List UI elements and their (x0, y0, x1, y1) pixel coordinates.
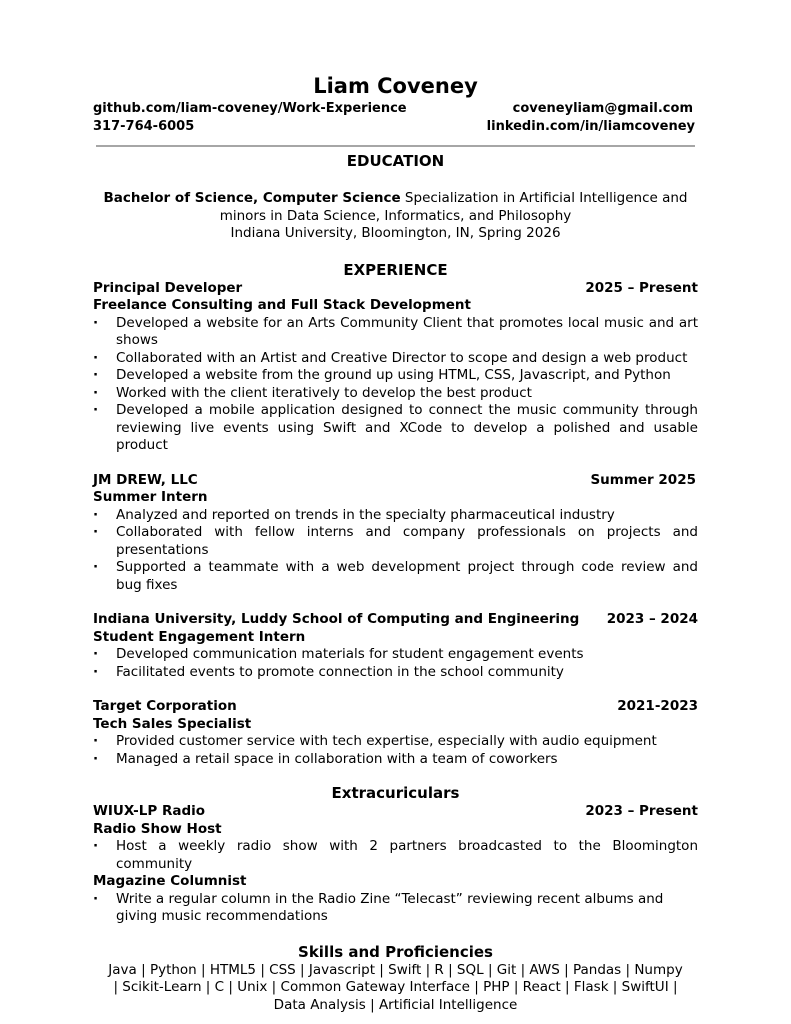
bullet-item: · Managed a retail space in collaboration with a team of coworkers (93, 751, 698, 769)
education-heading: EDUCATION (346, 152, 445, 170)
job-dates: Summer 2025 (590, 471, 696, 488)
extracurricular-dates: 2023 – Present (585, 803, 698, 819)
job-bullets (93, 733, 698, 768)
job-role: Summer Intern (93, 489, 208, 505)
bullet-item: · Collaborated with fellow interns and company professionals on projects and presentations (93, 524, 698, 559)
extracurricular-org: WIUX-LP Radio (93, 803, 206, 819)
bullet-item: · Collaborated with an Artist and Creative Director to scope and design a web product (93, 350, 698, 368)
bullet-item: · Write a regular column in the Radio Zine “Telecast” reviewing recent albums and giving music recommendations (93, 891, 698, 926)
experience-heading: EXPERIENCE (343, 260, 448, 279)
job-bullets (93, 646, 698, 681)
candidate-name: Liam Coveney (313, 74, 478, 98)
job-dates: 2023 – 2024 (606, 611, 698, 627)
degree-title: Bachelor of Science, Computer Science (103, 190, 401, 206)
bullet-item: · Host a weekly radio show with 2 partners broadcasted to the Bloomington community (93, 838, 698, 873)
job-header (93, 611, 698, 629)
bullet-item: · Developed a website for an Arts Community Client that promotes local music and art shows (93, 315, 698, 350)
extracurricular-role: Magazine Columnist (93, 873, 247, 889)
job-dates: 2021-2023 (617, 698, 698, 714)
job-bullets (93, 315, 698, 455)
school-line: Indiana University, Bloomington, IN, Spring 2026 (230, 225, 561, 241)
header-divider (96, 145, 695, 147)
bullet-item: · Worked with the client iteratively to develop the best product (93, 385, 698, 403)
education-section (93, 151, 698, 243)
extracurricular-header (93, 803, 698, 821)
job-header (93, 472, 698, 490)
job-entry (93, 280, 698, 455)
job-header (93, 280, 698, 298)
bullet-item: · Analyzed and reported on trends in the specialty pharmaceutical industry (93, 507, 698, 525)
resume-header (93, 72, 698, 147)
job-org: Indiana University, Luddy School of Computing and Engineering (93, 611, 580, 627)
contact-row-2 (93, 118, 698, 136)
job-org: Target Corporation (93, 698, 237, 714)
job-entry (93, 698, 698, 768)
job-entry (93, 611, 698, 681)
education-entry (93, 190, 698, 243)
job-bullets (93, 507, 698, 595)
resume-page (93, 72, 698, 1014)
job-role: Student Engagement Intern (93, 628, 306, 645)
degree-details: Specialization in Artificial Intelligence and minors in Data Science, Informatics, and Philosophy (219, 190, 688, 224)
contact-row-1 (93, 100, 698, 118)
bullet-item: · Provided customer service with tech expertise, especially with audio equipment (93, 733, 698, 751)
extracurricular-role: Radio Show Host (93, 820, 222, 837)
bullet-item: · Developed communication materials for student engagement events (93, 646, 698, 664)
extracurricular-bullets (93, 838, 698, 873)
job-org: Principal Developer (93, 279, 243, 296)
job-entry (93, 472, 698, 595)
bullet-item: · Supported a teammate with a web development project through code review and bug fixes (93, 559, 698, 594)
github-link[interactable]: github.com/liam-coveney/Work-Experience (93, 101, 407, 116)
bullet-item: · Facilitated events to promote connection in the school community (93, 664, 698, 682)
extracurriculars-heading: Extracuriculars (331, 784, 460, 802)
bullet-item: · Developed a mobile application designed to connect the music community through reviewing live events using Swift and XCode to develop a polished and usable product (93, 402, 698, 455)
skills-heading: Skills and Proficiencies (298, 942, 493, 961)
skills-section (93, 942, 698, 1015)
linkedin-link[interactable]: linkedin.com/in/liamcoveney (486, 119, 695, 134)
job-org: JM DREW, LLC (93, 471, 198, 488)
job-header (93, 698, 698, 716)
skills-list: Java | Python | HTML5 | CSS | Javascript | Swift | R | SQL | Git | AWS | Pandas | Numpy | Scikit-Learn | C | Unix | Common Gateway Interface | PHP | React | Flask | SwiftUI | Data Analysis | Artificial Intelligence (108, 961, 683, 1013)
job-role: Freelance Consulting and Full Stack Development (93, 297, 471, 313)
experience-section (93, 260, 698, 769)
bullet-item: · Developed a website from the ground up using HTML, CSS, Javascript, and Python (93, 367, 698, 385)
extracurricular-bullets (93, 891, 698, 926)
job-dates: 2025 – Present (585, 279, 698, 296)
email-link[interactable]: coveneyliam@gmail.com (512, 101, 693, 116)
job-role: Tech Sales Specialist (93, 715, 252, 732)
phone-number: 317-764-6005 (93, 119, 195, 134)
extracurriculars-section (93, 783, 698, 926)
